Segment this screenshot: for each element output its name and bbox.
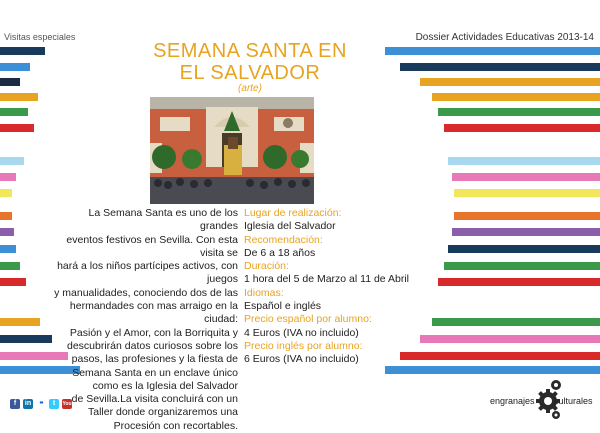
page-subtitle: (arte) (238, 83, 262, 94)
section-label: Visitas especiales (4, 32, 76, 42)
description-line: y manualidades, conociendo dos de las (54, 286, 238, 299)
description-line: pasos, las profesiones y la fiesta de (71, 353, 238, 366)
recommendation-label: Recomendación: (244, 233, 323, 246)
price-spanish-value: 4 Euros (IVA no incluido) (244, 326, 359, 339)
description-line: Semana Santa en un enclave único (72, 366, 238, 379)
social-links (10, 399, 72, 409)
venue-label: Lugar de realización: (244, 207, 342, 219)
price-english-value: 6 Euros (IVA no incluido) (244, 353, 359, 366)
description-text (50, 207, 238, 433)
description-line: Pasión y el Amor, con la Borriquita y (69, 326, 238, 339)
description-line: La Semana Santa es uno de los grandes (88, 207, 238, 233)
logo-word-2: culturales (554, 396, 593, 406)
flickr-icon[interactable]: •• (36, 399, 46, 409)
facebook-icon[interactable]: f (10, 399, 20, 409)
description-line: eventos festivos en Sevilla. Con esta visita se (66, 233, 238, 259)
recommendation-value: De 6 a 18 años (244, 246, 316, 259)
title-line-1: SEMANA SANTA EN (153, 40, 347, 62)
engranajes-culturales-logo (490, 379, 598, 419)
description-line: de Sevilla.La visita concluirá con un (71, 393, 238, 406)
twitter-icon[interactable]: t (49, 399, 59, 409)
description-line: hermandades con mas arraigo en la ciudad: (69, 300, 238, 326)
duration-value: 1 hora del 5 de Marzo al 11 de Abril (244, 273, 409, 286)
price-english-label: Precio inglés por alumno: (244, 339, 363, 352)
youtube-icon[interactable]: You (62, 401, 72, 407)
church-procession-photo (150, 97, 314, 204)
dossier-title: Dossier Actividades Educativas 2013-14 (415, 32, 594, 43)
description-line: hará a los niños partícipes activos, con juegos (57, 260, 238, 286)
logo-word-1: engranajes (490, 396, 535, 406)
languages-label: Idiomas: (244, 286, 284, 299)
venue-value: Iglesia del Salvador (244, 220, 336, 233)
description-line: Taller donde organizaremos una (87, 406, 238, 419)
description-line: como es la Iglesia del Salvador (92, 379, 238, 392)
title-line-2: EL SALVADOR (179, 62, 321, 84)
page-title (120, 40, 380, 84)
price-spanish-label: Precio español por alumno: (244, 313, 372, 326)
description-line: descubrirán datos curiosos sobre los (66, 339, 238, 352)
linkedin-icon[interactable]: in (24, 400, 32, 407)
details-panel (244, 207, 434, 367)
description-line: Procesión con recortables. (113, 419, 238, 432)
duration-label: Duración: (244, 260, 289, 273)
languages-value: Español e inglés (244, 300, 322, 313)
